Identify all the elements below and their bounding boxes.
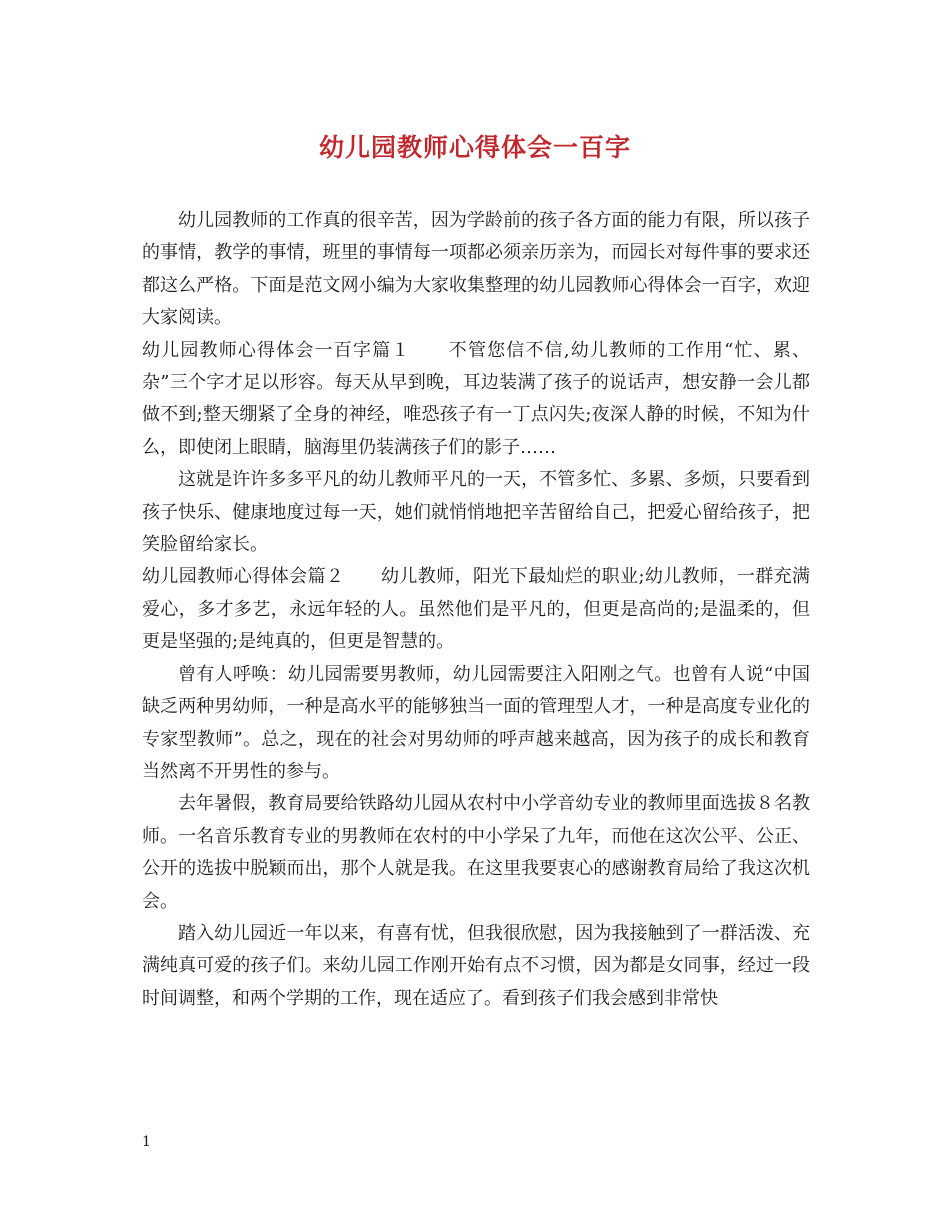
document-body bbox=[142, 205, 810, 1015]
page-number: 1 bbox=[142, 1134, 151, 1150]
paragraph-section-2: 幼儿园教师心得体会篇２ 幼儿教师，阳光下最灿烂的职业;幼儿教师，一群充满爱心，多才多艺，永远年轻的人。虽然他们是平凡的，但更是高尚的;是温柔的，但更是坚强的;是纯真的，但更是智慧的。 bbox=[142, 566, 810, 653]
paragraph-section-1-continued: 这就是许许多多平凡的幼儿教师平凡的一天，不管多忙、多累、多烦，只要看到孩子快乐、健康地度过每一天，她们就悄悄地把辛苦留给自己，把爱心留给孩子，把笑脸留给家长。 bbox=[142, 469, 810, 556]
paragraph-male-teachers: 曾有人呼唤：幼儿园需要男教师，幼儿园需要注入阳刚之气。也曾有人说“中国缺乏两种男幼师，一种是高水平的能够独当一面的管理型人才，一种是高度专业化的专家型教师”。总之，现在的社会对男幼师的呼声越来越高，因为孩子的成长和教育当然离不开男性的参与。 bbox=[142, 663, 810, 782]
document-title: 幼儿园教师心得体会一百字 bbox=[318, 133, 631, 162]
paragraph-intro: 幼儿园教师的工作真的很辛苦，因为学龄前的孩子各方面的能力有限，所以孩子的事情，教学的事情，班里的事情每一项都必须亲历亲为，而园长对每件事的要求还都这么严格。下面是范文网小编为大家收集整理的幼儿园教师心得体会一百字，欢迎大家阅读。 bbox=[142, 210, 810, 329]
paragraph-section-1: 幼儿园教师心得体会一百字篇１ 不管您信不信,幼儿教师的工作用“忙、累、杂”三个字才足以形容。每天从早到晚，耳边装满了孩子的说话声，想安静一会儿都做不到;整天绷紧了全身的神经，唯恐孩子有一丁点闪失;夜深人静的时候，不知为什么，即使闭上眼睛，脑海里仍装满孩子们的影子…… bbox=[142, 339, 810, 458]
paragraph-kindergarten-year: 踏入幼儿园近一年以来，有喜有忧，但我很欣慰，因为我接触到了一群活泼、充满纯真可爱的孩子们。来幼儿园工作刚开始有点不习惯，因为都是女同事，经过一段时间调整，和两个学期的工作，现在适应了。看到孩子们我会感到非常快 bbox=[142, 922, 810, 1009]
paragraph-selection: 去年暑假，教育局要给铁路幼儿园从农村中小学音幼专业的教师里面选拔８名教师。一名音乐教育专业的男教师在农村的中小学呆了九年，而他在这次公平、公正、公开的选拔中脱颖而出，那个人就是我。在这里我要衷心的感谢教育局给了我这次机会。 bbox=[142, 793, 810, 912]
